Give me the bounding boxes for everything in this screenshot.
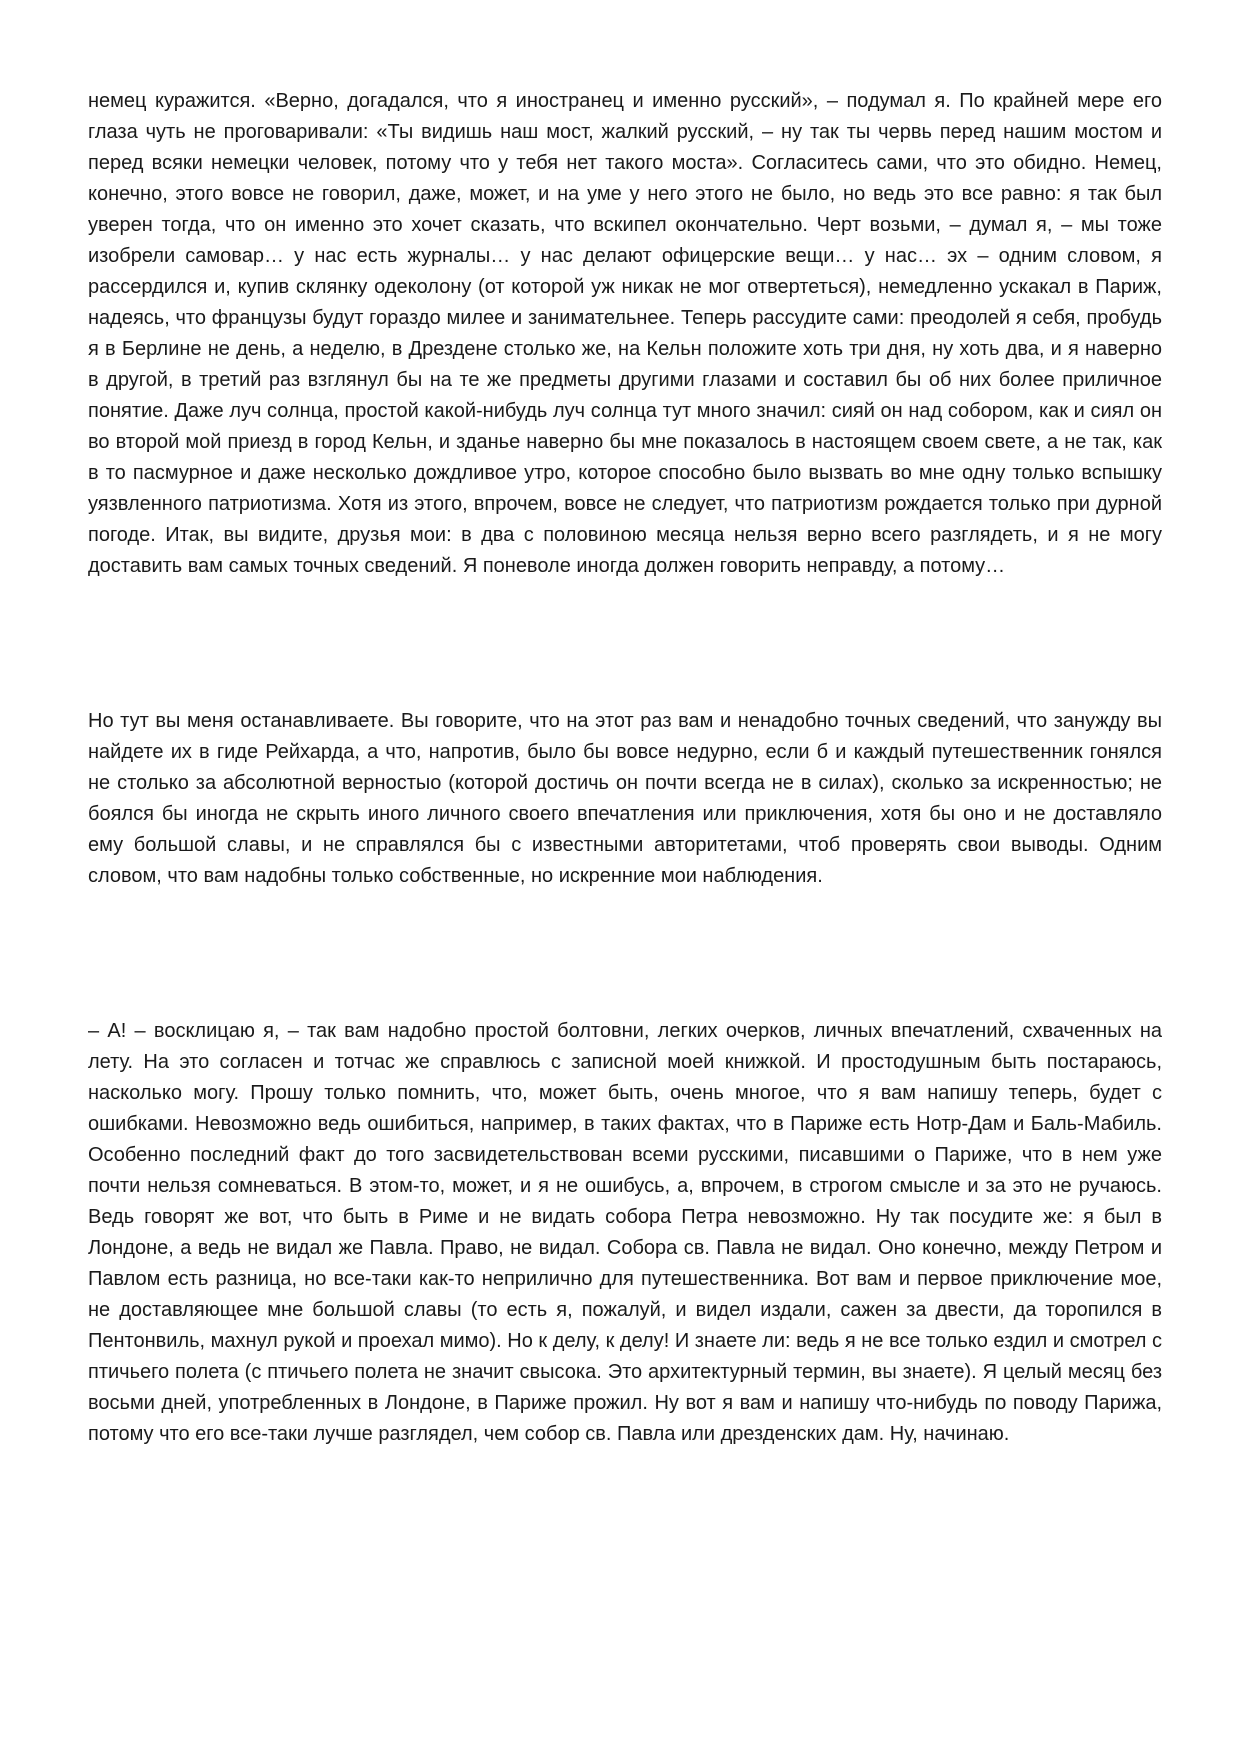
document-page	[88, 86, 1162, 1450]
paragraph-3: – А! – восклицаю я, – так вам надобно простой болтовни, легких очерков, личных впечатлений, схваченных на лету. На это согласен и тотчас же справлюсь с записной моей книжкой. И простодушным быть постараюсь, насколько могу. Прошу только помнить, что, может быть, очень многое, что я вам напишу теперь, будет с ошибками. Невозможно ведь ошибиться, например, в таких фактах, что в Париже есть Нотр-Дам и Баль-Мабиль. Особенно последний факт до того засвидетельствован всеми русскими, писавшими о Париже, что в нем уже почти нельзя сомневаться. В этом-то, может, и я не ошибусь, а, впрочем, в строгом смысле и за это не ручаюсь. Ведь говорят же вот, что быть в Риме и не видать собора Петра невозможно. Ну так посудите же: я был в Лондоне, а ведь не видал же Павла. Право, не видал. Собора св. Павла не видал. Оно конечно, между Петром и Павлом есть разница, но все-таки как-то неприлично для путешественника. Вот вам и первое приключение мое, не доставляющее мне большой славы (то есть я, пожалуй, и видел издали, сажен за двести, да торопился в Пентонвиль, махнул рукой и проехал мимо). Но к делу, к делу! И знаете ли: ведь я не все только ездил и смотрел с птичьего полета (с птичьего полета не значит свысока. Это архитектурный термин, вы знаете). Я целый месяц без восьми дней, употребленных в Лондоне, в Париже прожил. Ну вот я вам и напишу что-нибудь по поводу Парижа, потому что его все-таки лучше разглядел, чем собор св. Павла или дрезденских дам. Ну, начинаю.	[88, 1020, 1163, 1445]
paragraph-1: немец куражится. «Верно, догадался, что я иностранец и именно русский», – подумал я. По крайней мере его глаза чуть не проговаривали: «Ты видишь наш мост, жалкий русский, – ну так ты червь перед нашим мостом и перед всяки немецки человек, потому что у тебя нет такого моста». Согласитесь сами, что это обидно. Немец, конечно, этого вовсе не говорил, даже, может, и на уме у него этого не было, но ведь это все равно: я так был уверен тогда, что он именно это хочет сказать, что вскипел окончательно. Черт возьми, – думал я, – мы тоже изобрели самовар… у нас есть журналы… у нас делают офицерские вещи… у нас… эх – одним словом, я рассердился и, купив склянку одеколону (от которой уж никак не мог отвертеться), немедленно ускакал в Париж, надеясь, что французы будут гораздо милее и занимательнее. Теперь рассудите сами: преодолей я себя, пробудь я в Берлине не день, а неделю, в Дрездене столько же, на Кельн положите хоть три дня, ну хоть два, и я наверно в другой, в третий раз взглянул бы на те же предметы другими глазами и составил бы об них более приличное понятие. Даже луч солнца, простой какой-нибудь луч солнца тут много значил: сияй он над собором, как и сиял он во второй мой приезд в город Кельн, и зданье наверно бы мне показалось в настоящем своем свете, а не так, как в то пасмурное и даже несколько дождливое утро, которое способно было вызвать во мне одну только вспышку уязвленного патриотизма. Хотя из этого, впрочем, вовсе не следует, что патриотизм рождается только при дурной погоде. Итак, вы видите, друзья мои: в два с половиною месяца нельзя верно всего разглядеть, и я не могу доставить вам самых точных сведений. Я поневоле иногда должен говорить неправду, а потому…	[88, 90, 1162, 577]
paragraph-2: Но тут вы меня останавливаете. Вы говорите, что на этот раз вам и ненадобно точных сведений, что занужду вы найдете их в гиде Рейхарда, а что, напротив, было бы вовсе недурно, если б и каждый путешественник гонялся не столько за абсолютной верностыо (которой достичь он почти всегда не в силах), сколько за искренностью; не боялся бы иногда не скрыть иного личного своего впечатления или приключения, хотя бы оно и не доставляло ему большой славы, и не справлялся бы с известными авторитетами, чтоб проверять свои выводы. Одним словом, что вам надобны только собственные, но искренние мои наблюдения.	[88, 710, 1162, 887]
